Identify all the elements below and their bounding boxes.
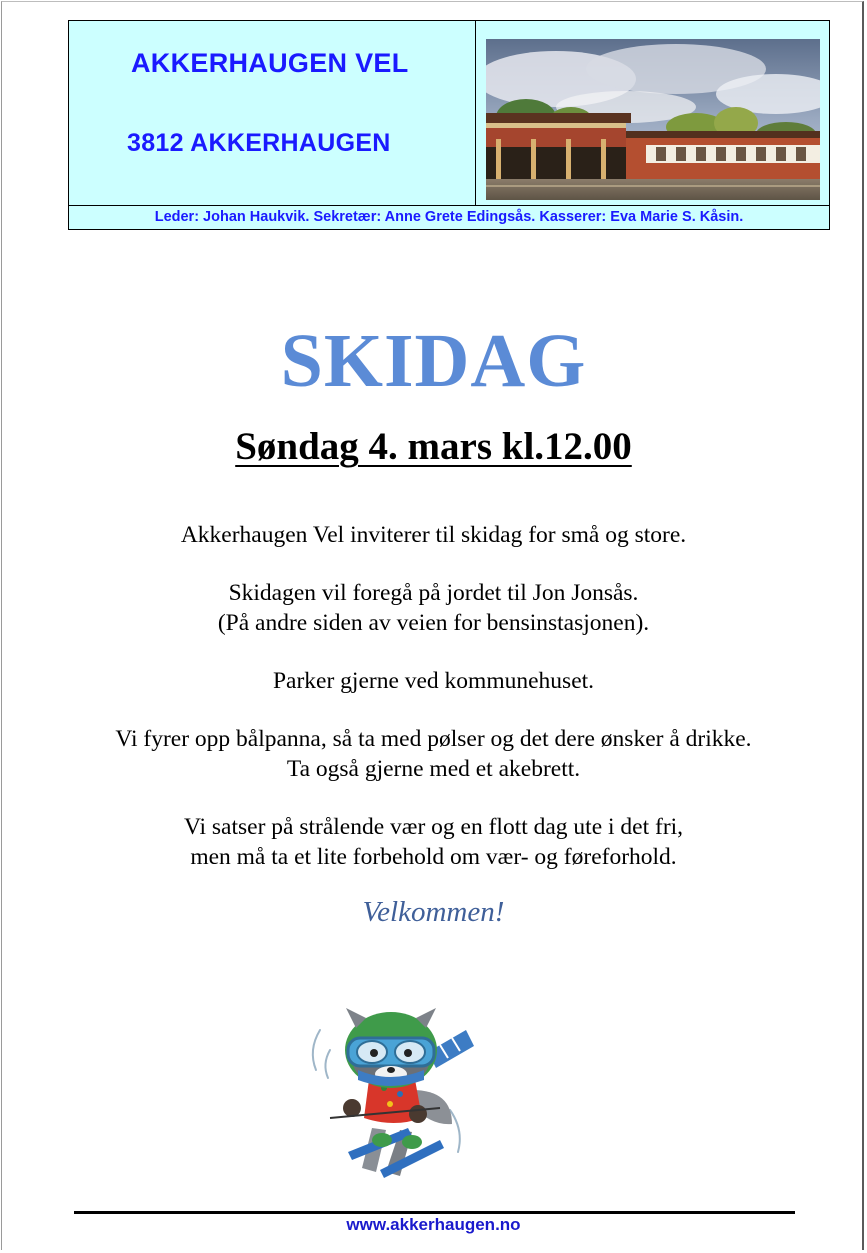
letterhead [68, 20, 830, 230]
org-name: AKKERHAUGEN VEL [131, 48, 409, 78]
org-address: 3812 AKKERHAUGEN [127, 129, 391, 157]
letterhead-text-cell [69, 21, 476, 205]
website-link[interactable]: www.akkerhaugen.no [346, 1215, 521, 1234]
paragraph-line: Akkerhaugen Vel inviterer til skidag for små og store. [180, 522, 687, 548]
footer-rule [74, 1211, 795, 1214]
paragraph-bonfire [0, 724, 867, 784]
paragraph-location [0, 578, 867, 638]
paragraph-line: Vi fyrer opp bålpanna, så ta med pølser og det dere ønsker å drikke. [115, 726, 752, 752]
paragraph-line: men må ta et lite forbehold om vær- og føreforhold. [190, 844, 677, 870]
event-title: SKIDAG [280, 319, 587, 403]
welcome-text: Velkommen! [362, 896, 505, 928]
paragraph-weather [0, 812, 867, 872]
paragraph-invite [0, 520, 867, 550]
event-date-text: Søndag 4. mars kl.12.00 [235, 425, 632, 468]
paragraph-line: Vi satser på strålende vær og en flott dag ute i det fri, [183, 814, 684, 840]
community-house-photo [486, 39, 820, 200]
event-date [0, 424, 867, 469]
paragraph-line: Ta også gjerne med et akebrett. [286, 756, 581, 782]
skiing-raccoon-mascot [300, 990, 480, 1180]
paragraph-line: (På andre siden av veien for bensinstasjonen). [217, 610, 650, 636]
paragraph-parking [0, 666, 867, 696]
paragraph-line: Skidagen vil foregå på jordet til Jon Jonsås. [228, 580, 639, 606]
officers-line: Leder: Johan Haukvik. Sekretær: Anne Grete Edingsås. Kasserer: Eva Marie S. Kåsin. [69, 205, 829, 229]
letterhead-top-row [69, 21, 829, 205]
paragraph-line: Parker gjerne ved kommunehuset. [272, 668, 595, 694]
